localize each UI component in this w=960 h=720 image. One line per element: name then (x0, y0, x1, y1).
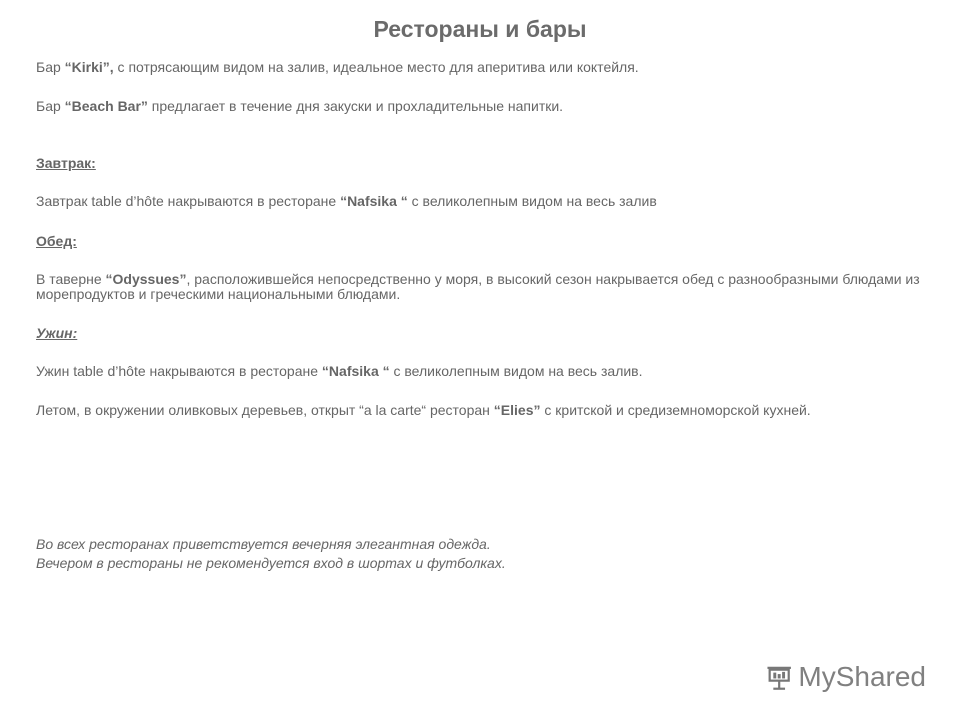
text: с критской и средиземноморской кухней. (540, 402, 811, 418)
lunch-heading: Обед: (36, 233, 77, 249)
text: Ужин table d’hôte накрываются в ресторане (36, 363, 322, 379)
text: предлагает в течение дня закуски и прохладительные напитки. (147, 98, 564, 114)
text: , расположившейся непосредственно у моря, в высокий сезон накрывается обед с разнообразными блюдами из морепродуктов и греческими национальными блюдами. (36, 271, 920, 302)
lunch-text (36, 272, 936, 302)
restaurant-name: “Nafsika “ (340, 193, 408, 209)
restaurant-name: “Elies” (493, 402, 541, 418)
page-title: Рестораны и бары (373, 16, 587, 42)
paragraph-beach-bar (36, 99, 936, 114)
text: Бар (36, 59, 65, 75)
logo-part-shared: Shared (835, 661, 926, 692)
bar-name: “Beach Bar” (64, 98, 148, 114)
bar-name: “Kirki”, (64, 59, 114, 75)
restaurant-name: “Nafsika “ (321, 363, 390, 379)
breakfast-heading: Завтрак: (36, 155, 96, 171)
text: Завтрак table d’hôte накрываются в ресторане (36, 193, 341, 209)
breakfast-text (36, 194, 936, 209)
myshared-logo (766, 656, 926, 698)
presentation-board-icon (766, 659, 792, 695)
text: Летом, в окружении оливковых деревьев, открыт “a la carte“ ресторан (36, 402, 494, 418)
dinner-heading: Ужин: (36, 325, 78, 341)
dress-code-note-1: Во всех ресторанах приветствуется вечерняя элегантная одежда. (36, 536, 491, 552)
restaurant-name: “Odyssues” (105, 271, 187, 287)
summer-text (36, 403, 936, 418)
text: Бар (36, 98, 65, 114)
dinner-text (36, 364, 936, 379)
logo-part-my: My (798, 661, 836, 692)
dress-code-note-2: Вечером в рестораны не рекомендуется вход в шортах и футболках. (36, 555, 506, 571)
logo-text (798, 661, 926, 693)
text: с потрясающим видом на залив, идеальное место для аперитива или коктейля. (113, 59, 639, 75)
text: В таверне (36, 271, 106, 287)
text: с великолепным видом на весь залив (407, 193, 657, 209)
paragraph-kirki (36, 60, 936, 75)
text: с великолепным видом на весь залив. (389, 363, 643, 379)
